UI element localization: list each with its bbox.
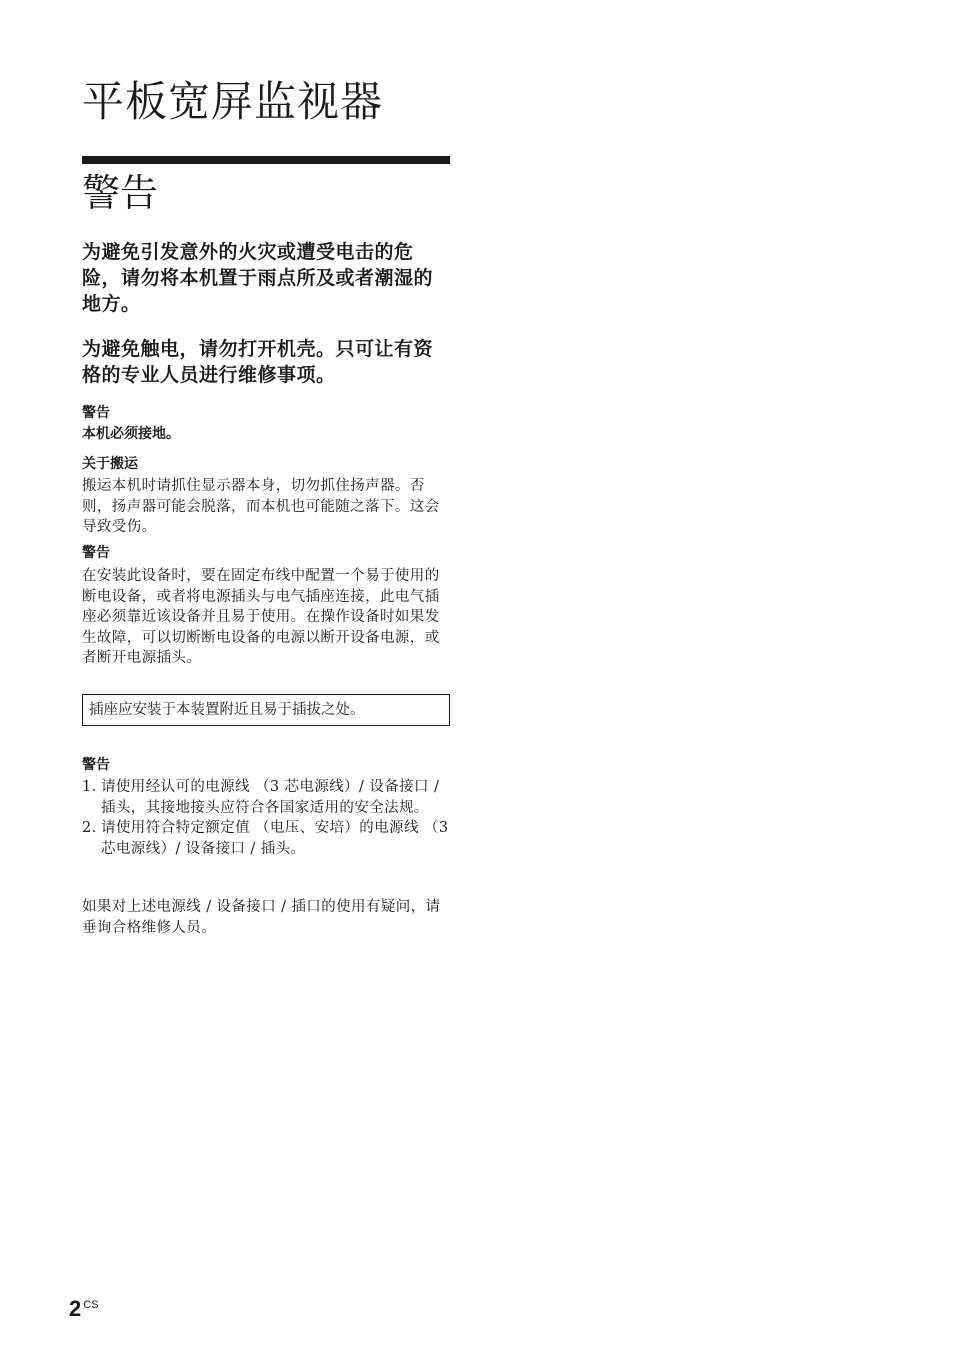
lead-warning-fire: 为避免引发意外的火灾或遭受电击的危险，请勿将本机置于雨点所及或者潮湿的地方。 [82,241,434,315]
lead-warning-shock: 为避免触电，请勿打开机壳。只可让有资格的专业人员进行维修事项。 [82,338,434,386]
transport-label: 关于搬运 [82,456,138,472]
section-title: 警告 [82,171,159,215]
warning-label-2: 警告 [82,545,110,561]
warning-label-3: 警告 [82,757,110,773]
page-number: 2 $^{CS}$ [69,1296,99,1321]
grounding-text: 本机必须接地。 [82,426,180,442]
title-rule [82,156,450,164]
closing-text: 如果对上述电源线 / 设备接口 / 插口的使用有疑问，请垂询合格维修人员。 [82,899,441,936]
transport-text: 搬运本机时请抓住显示器本身，切勿抓住扬声器。否则，扬声器可能会脱落，而本机也可能随之落下。这会导致受伤。 [82,478,440,535]
list-item: 2. 请使用符合特定额定值 （电压、安培）的电源线 （3 芯电源线）/ 设备接口 / 插头。 [82,820,449,857]
list-item: 1. 请使用经认可的电源线 （3 芯电源线）/ 设备接口 / 插头，其接地接头应符合各国家适用的安全法规。 [82,779,440,816]
power-cord-list [82,777,450,859]
page-title: 平板宽屏监视器 [82,77,384,126]
warning-label-1: 警告 [82,405,110,421]
socket-note-box: 插座应安装于本装置附近且易于插拔之处。 [82,694,450,726]
installation-text: 在安装此设备时，要在固定布线中配置一个易于使用的断电设备，或者将电源插头与电气插座连接，此电气插座必须靠近该设备并且易于使用。在操作设备时如果发生故障，可以切断断电设备的电源以断开设备电源，或者断开电源插头。 [82,568,440,666]
